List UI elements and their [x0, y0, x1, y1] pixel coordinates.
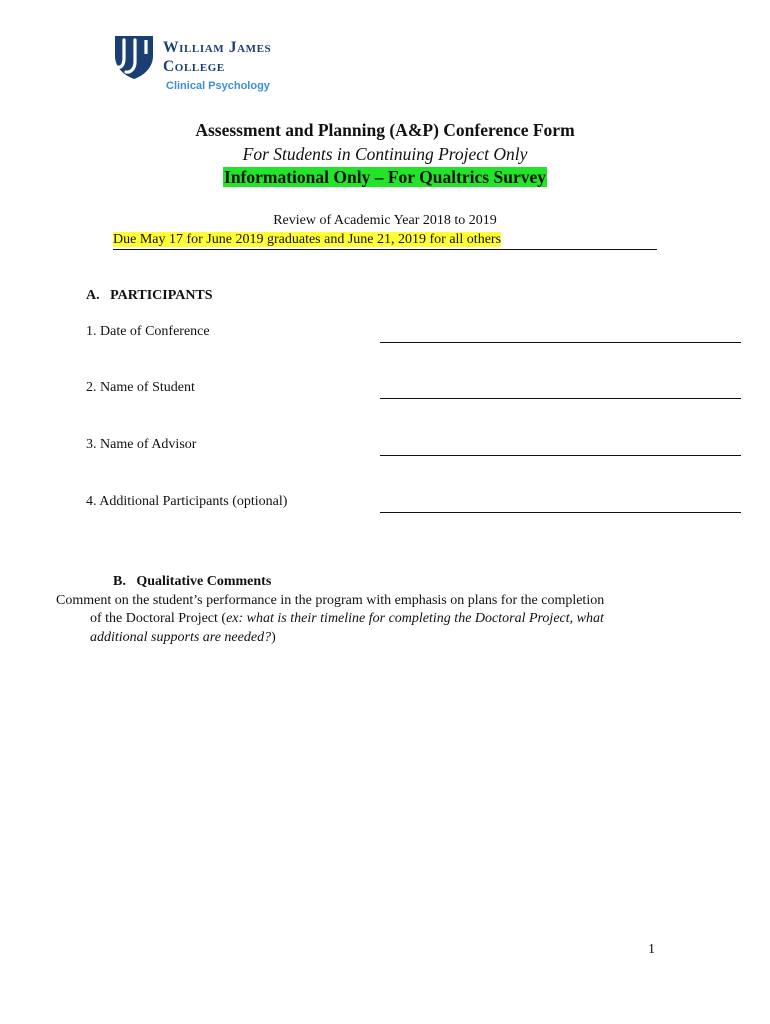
field-label-advisor: 3. Name of Advisor: [86, 437, 197, 452]
informational-notice: Informational Only – For Qualtrics Survey: [224, 167, 546, 187]
comment-line2-comma: ,: [569, 611, 577, 626]
comment-line2-prefix: of the Doctoral Project (: [90, 611, 227, 626]
comment-line2-italic-end: what: [576, 611, 604, 626]
field-name-of-advisor[interactable]: [380, 455, 741, 456]
due-date-text: Due May 17 for June 2019 graduates and June 21, 2019 for all others: [113, 232, 502, 247]
field-label-participants: 4. Additional Participants (optional): [86, 494, 288, 509]
section-b-heading: B. Qualitative Comments: [113, 574, 272, 589]
review-period: Review of Academic Year 2018 to 2019: [273, 213, 497, 228]
field-label-date: 1. Date of Conference: [86, 324, 210, 339]
field-additional-participants[interactable]: [380, 512, 741, 513]
comment-instructions-line2: [90, 611, 604, 627]
due-date-container: [113, 232, 501, 248]
comment-line3-end: ): [271, 630, 276, 645]
section-a-heading: A. PARTICIPANTS: [86, 288, 213, 303]
field-label-student: 2. Name of Student: [86, 380, 195, 395]
logo-name-line2: College: [163, 58, 225, 75]
page-number: 1: [648, 942, 655, 957]
logo-subtitle: Clinical Psychology: [166, 80, 270, 92]
college-logo-icon: [113, 34, 155, 80]
comment-instructions-line1: Comment on the student’s performance in the program with emphasis on plans for the completion: [56, 593, 605, 608]
comment-line2-italic: ex: what is their timeline for completing the Doctoral Project: [226, 611, 570, 626]
due-underline: [113, 249, 657, 250]
logo-name-line1: William James: [163, 39, 272, 56]
form-title: Assessment and Planning (A&P) Conference Form: [195, 120, 575, 140]
notice-container: [0, 167, 770, 188]
field-name-of-student[interactable]: [380, 398, 741, 399]
field-date-of-conference[interactable]: [380, 342, 741, 343]
form-subtitle: For Students in Continuing Project Only: [242, 144, 528, 164]
comment-line3-italic: additional supports are needed?: [90, 630, 272, 645]
comment-instructions-line3: [90, 630, 276, 646]
